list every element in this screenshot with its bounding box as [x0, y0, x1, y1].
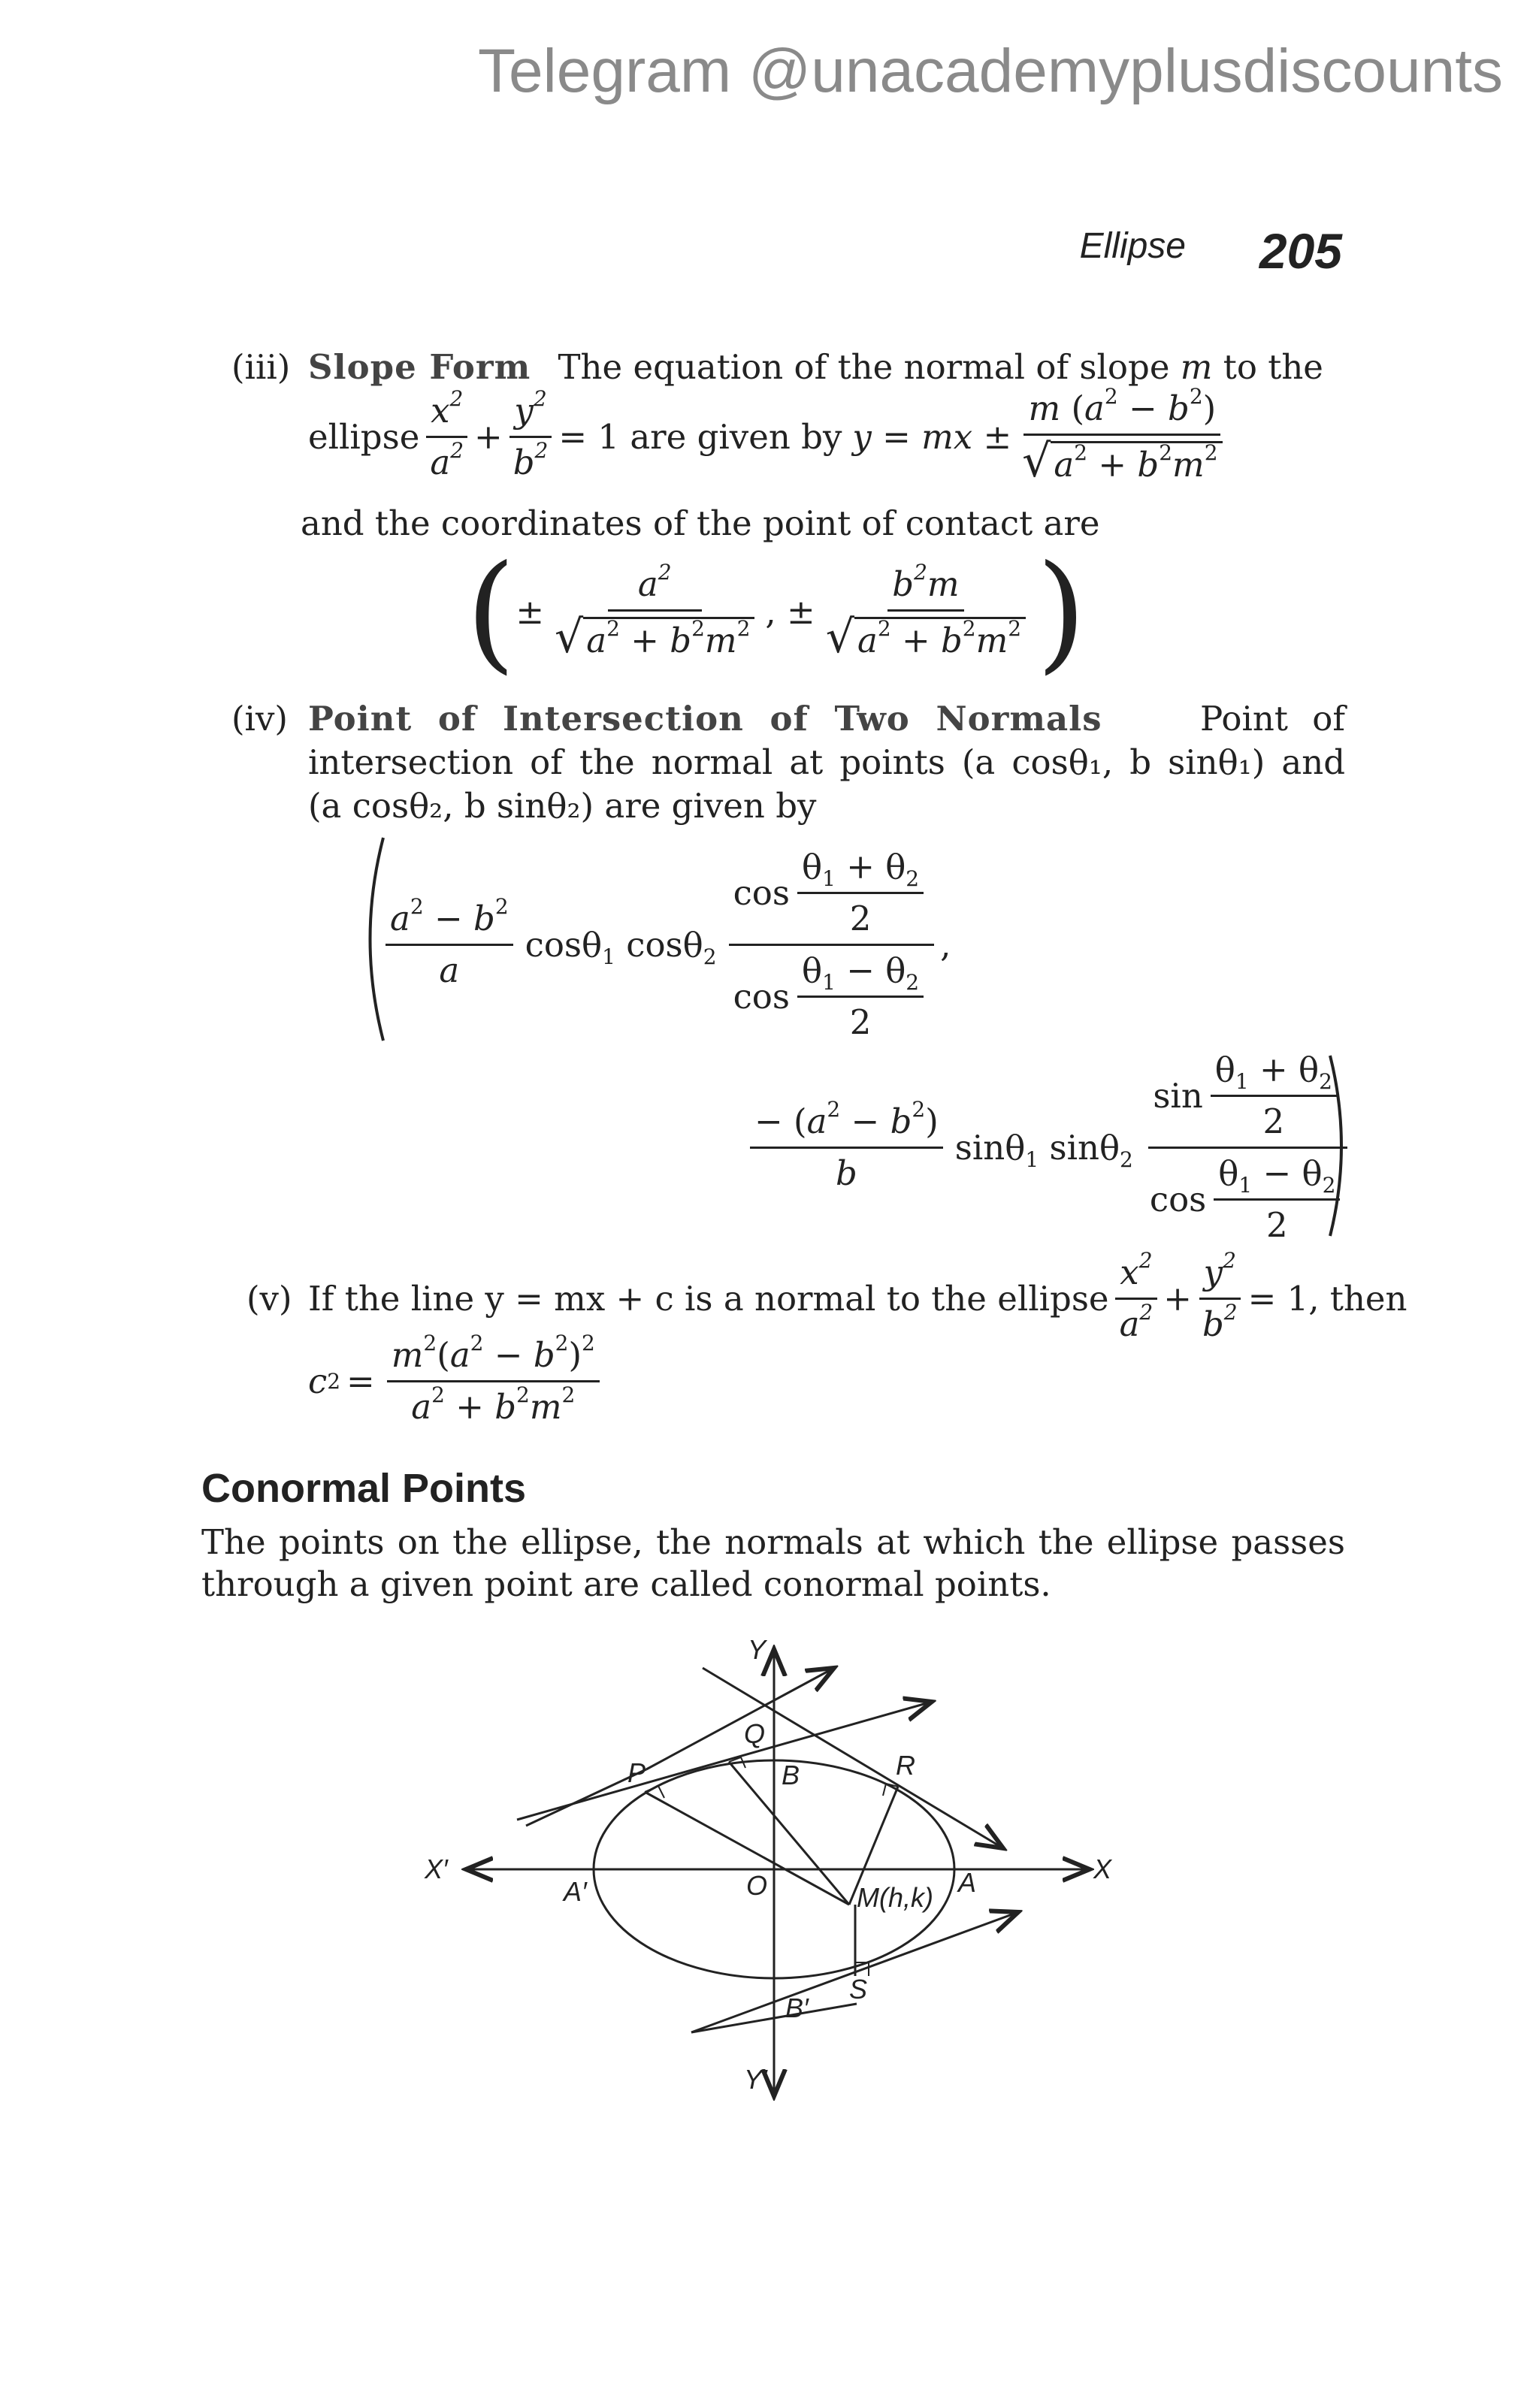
label-a: A: [958, 1867, 977, 1898]
item-v-label: (v): [246, 1279, 292, 1319]
item-iii-label: (iii): [231, 347, 291, 387]
tangent-q: [646, 1668, 834, 1769]
label-a-prime: A′: [564, 1876, 587, 1907]
contact-point-formula: ( ± $\frac{a^2}{√a^2 + b^2m^2}$ , ± $\frac{b^2m}{√a^2 + b^2m^2}$ ): [466, 538, 1087, 687]
frac-x2-a2-v: $\frac{x^2}{a^2}$: [1115, 1251, 1158, 1346]
label-y: Y: [748, 1634, 766, 1665]
watermark: Telegram @unacademyplusdiscounts: [477, 37, 1503, 105]
label-s: S: [849, 1974, 868, 2005]
item-v-text: If the line y = mx + c is a normal to the ellipse: [308, 1278, 1109, 1319]
intersection-x-formula: $\frac{a^2 - b^2}{a}$ cosθ$_1$ cosθ$_2$ cos $\frac{\theta_1 + \theta_2}{2}$ cos $\frac{\theta_1 - \theta_2}{2}$ ,: [379, 845, 951, 1044]
label-p: P: [627, 1757, 646, 1788]
item-iii-text1: The equation of the normal of slope: [558, 347, 1170, 387]
label-x: X: [1093, 1854, 1112, 1884]
frac-x2-a2: $\frac{x^2}{a^2}$: [425, 389, 468, 485]
item-iv-title: Point of Intersection of Two Normals: [308, 699, 1102, 739]
label-r: R: [896, 1750, 915, 1781]
frac-contact-x: $\frac{a^2}{√a^2 + b^2m^2}$: [550, 563, 759, 663]
label-q: Q: [744, 1718, 766, 1749]
section-body-line2: through a given point are called conormal points.: [201, 1564, 1051, 1604]
page-number: 205: [1259, 223, 1342, 279]
item-iii-m: m: [1180, 347, 1213, 387]
label-m: M(h,k): [857, 1882, 933, 1913]
item-iv-line2: intersection of the normal at points (a cosθ₁, b sinθ₁) and: [308, 742, 1345, 782]
item-iv-line3: (a cosθ₂, b sinθ₂) are given by: [308, 786, 817, 826]
tangent-r: [703, 1668, 1003, 1848]
contact-text: and the coordinates of the point of contact are: [301, 503, 1100, 543]
frac-c2: $\frac{m^2(a^2 - b^2)^2}{a^2 + b^2m^2}$: [387, 1334, 600, 1429]
c2-formula: c 2 = $\frac{m^2(a^2 - b^2)^2}{a^2 + b^2m^2}$: [308, 1334, 606, 1429]
frac-y2-b2: $\frac{y^2}{b^2}$: [509, 389, 553, 485]
item-iii-text2: to the: [1223, 347, 1323, 387]
label-b-prime: B′: [785, 1993, 809, 2023]
intersection-y-formula: $\frac{- (a^2 - b^2)}{b}$ sinθ$_1$ sinθ$_2$ sin $\frac{\theta_1 + \theta_2}{2}$ cos $\frac{\theta_1 - \theta_2}{2}$: [744, 1048, 1356, 1247]
item-v-line: If the line y = mx + c is a normal to the ellipse $\frac{x^2}{a^2}$ + $\frac{y^2}{b^2}$ = 1, then: [308, 1251, 1407, 1346]
frac-sin-cos-ratio: sin $\frac{\theta_1 + \theta_2}{2}$ cos $\frac{\theta_1 - \theta_2}{2}$: [1145, 1048, 1351, 1247]
item-iii-equation: ellipse $\frac{x^2}{a^2}$ + $\frac{y^2}{b^2}$ = 1 are given by y = mx ± $\frac{m (a^2 - b^2)}{√a^2 + b^2m^2}$: [308, 387, 1233, 487]
item-v-then: = 1, then: [1247, 1278, 1407, 1319]
label-x-prime: X′: [425, 1854, 448, 1884]
ellipse-word: ellipse: [308, 416, 420, 457]
section-title: Conormal Points: [201, 1466, 527, 1511]
item-iv-point-of: Point of: [1199, 699, 1345, 739]
frac-normal-slope: $\frac{m (a^2 - b^2)}{√a^2 + b^2m^2}$: [1017, 387, 1226, 487]
are-given-by: = 1 are given by: [558, 416, 842, 457]
item-iv-label: (iv): [231, 699, 288, 739]
section-body-line1: The points on the ellipse, the normals at which the ellipse passes: [201, 1522, 1345, 1562]
frac-y2-b2-v: $\frac{y^2}{b^2}$: [1198, 1251, 1242, 1346]
y-eq: y = mx ±: [852, 416, 1012, 457]
label-o: O: [746, 1870, 768, 1901]
frac-a2-b2-over-a: $\frac{a^2 - b^2}{a}$: [386, 897, 513, 993]
frac-cos-ratio: cos $\frac{\theta_1 + \theta_2}{2}$ cos $\frac{\theta_1 - \theta_2}{2}$: [729, 845, 935, 1044]
label-y-prime: Y′: [744, 2064, 767, 2095]
frac-contact-y: $\frac{b^2m}{√a^2 + b^2m^2}$: [821, 563, 1030, 663]
frac-neg-a2-b2-over-b: $\frac{- (a^2 - b^2)}{b}$: [750, 1100, 943, 1195]
label-b: B: [782, 1760, 800, 1790]
item-iii-title: Slope Form: [308, 347, 531, 387]
running-head: Ellipse: [1079, 226, 1186, 266]
